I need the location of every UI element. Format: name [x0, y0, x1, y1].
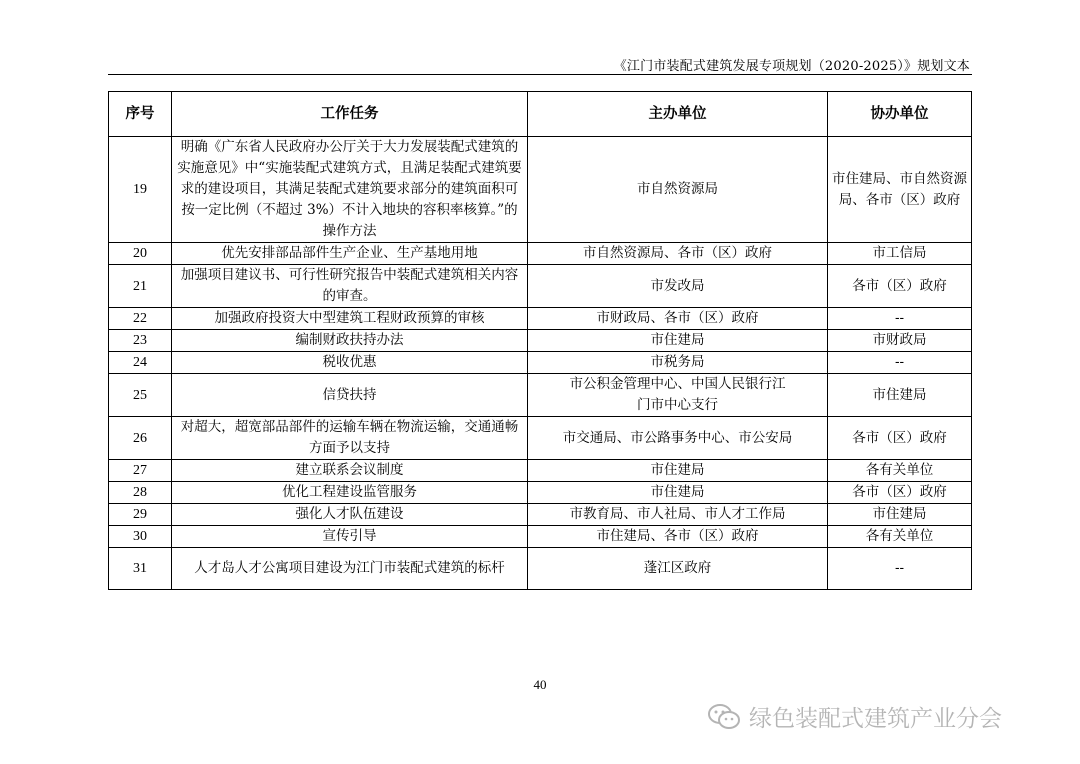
- row-assist: 市住建局: [828, 374, 972, 417]
- row-number: 28: [109, 482, 172, 504]
- row-number: 20: [109, 243, 172, 265]
- table-row: [109, 526, 972, 548]
- row-host: 市自然资源局: [528, 137, 828, 243]
- row-assist: 各市（区）政府: [828, 417, 972, 460]
- row-assist: 市住建局、市自然资源局、各市（区）政府: [828, 137, 972, 243]
- row-host: 市发改局: [528, 265, 828, 308]
- row-host: 市住建局、各市（区）政府: [528, 526, 828, 548]
- watermark: [707, 700, 1002, 733]
- row-task: 对超大，超宽部品部件的运输车辆在物流运输，交通通畅方面予以支持: [172, 417, 528, 460]
- row-task: 加强政府投资大中型建筑工程财政预算的审核: [172, 308, 528, 330]
- row-assist: 各市（区）政府: [828, 265, 972, 308]
- table-row: [109, 504, 972, 526]
- row-number: 26: [109, 417, 172, 460]
- row-number: 29: [109, 504, 172, 526]
- table-row: [109, 243, 972, 265]
- row-number: 31: [109, 548, 172, 590]
- task-table: [108, 91, 972, 590]
- row-number: 30: [109, 526, 172, 548]
- row-host: 市自然资源局、各市（区）政府: [528, 243, 828, 265]
- row-task: 编制财政扶持办法: [172, 330, 528, 352]
- table-header-row: [109, 92, 972, 137]
- row-assist: 各市（区）政府: [828, 482, 972, 504]
- table-row: [109, 308, 972, 330]
- row-host: 蓬江区政府: [528, 548, 828, 590]
- table-row: [109, 374, 972, 417]
- row-number: 21: [109, 265, 172, 308]
- column-header-task: 工作任务: [172, 92, 528, 137]
- row-host: 市财政局、各市（区）政府: [528, 308, 828, 330]
- row-assist: --: [828, 548, 972, 590]
- wechat-icon: [707, 702, 741, 732]
- row-task: 宣传引导: [172, 526, 528, 548]
- table-row: [109, 548, 972, 590]
- row-number: 23: [109, 330, 172, 352]
- row-host: 市税务局: [528, 352, 828, 374]
- row-host: 市住建局: [528, 460, 828, 482]
- watermark-text: 绿色装配式建筑产业分会: [749, 706, 1002, 732]
- row-assist: 市住建局: [828, 504, 972, 526]
- table-row: [109, 265, 972, 308]
- row-assist: --: [828, 308, 972, 330]
- row-host: 市教育局、市人社局、市人才工作局: [528, 504, 828, 526]
- row-task: 加强项目建议书、可行性研究报告中装配式建筑相关内容的审查。: [172, 265, 528, 308]
- column-header-host: 主办单位: [528, 92, 828, 137]
- document-header: 《江门市装配式建筑发展专项规划（2020-2025）》规划文本: [613, 59, 970, 74]
- table-row: [109, 137, 972, 243]
- row-host: 市公积金管理中心、中国人民银行江门市中心支行: [528, 374, 828, 417]
- row-assist: --: [828, 352, 972, 374]
- row-assist: 市财政局: [828, 330, 972, 352]
- row-number: 24: [109, 352, 172, 374]
- table-row: [109, 417, 972, 460]
- row-number: 27: [109, 460, 172, 482]
- table-row: [109, 460, 972, 482]
- column-header-assist: 协办单位: [828, 92, 972, 137]
- row-host: 市住建局: [528, 482, 828, 504]
- row-task: 人才岛人才公寓项目建设为江门市装配式建筑的标杆: [172, 548, 528, 590]
- row-number: 19: [109, 137, 172, 243]
- column-header-no: 序号: [109, 92, 172, 137]
- row-host: 市住建局: [528, 330, 828, 352]
- row-assist: 各有关单位: [828, 460, 972, 482]
- row-host: 市交通局、市公路事务中心、市公安局: [528, 417, 828, 460]
- row-number: 22: [109, 308, 172, 330]
- row-task: 优化工程建设监管服务: [172, 482, 528, 504]
- page-number: 40: [533, 677, 547, 692]
- row-task: 明确《广东省人民政府办公厅关于大力发展装配式建筑的实施意见》中“实施装配式建筑方式，且满足装配式建筑要求的建设项目，其满足装配式建筑要求部分的建筑面积可按一定比例（不超过 3%）不计入地块的容积率核算。”的操作方法: [172, 137, 528, 243]
- row-task: 强化人才队伍建设: [172, 504, 528, 526]
- table-row: [109, 330, 972, 352]
- row-task: 建立联系会议制度: [172, 460, 528, 482]
- row-task: 信贷扶持: [172, 374, 528, 417]
- row-task: 优先安排部品部件生产企业、生产基地用地: [172, 243, 528, 265]
- row-assist: 各有关单位: [828, 526, 972, 548]
- row-assist: 市工信局: [828, 243, 972, 265]
- table-row: [109, 352, 972, 374]
- row-task: 税收优惠: [172, 352, 528, 374]
- table-row: [109, 482, 972, 504]
- header-rule: [108, 74, 972, 75]
- row-number: 25: [109, 374, 172, 417]
